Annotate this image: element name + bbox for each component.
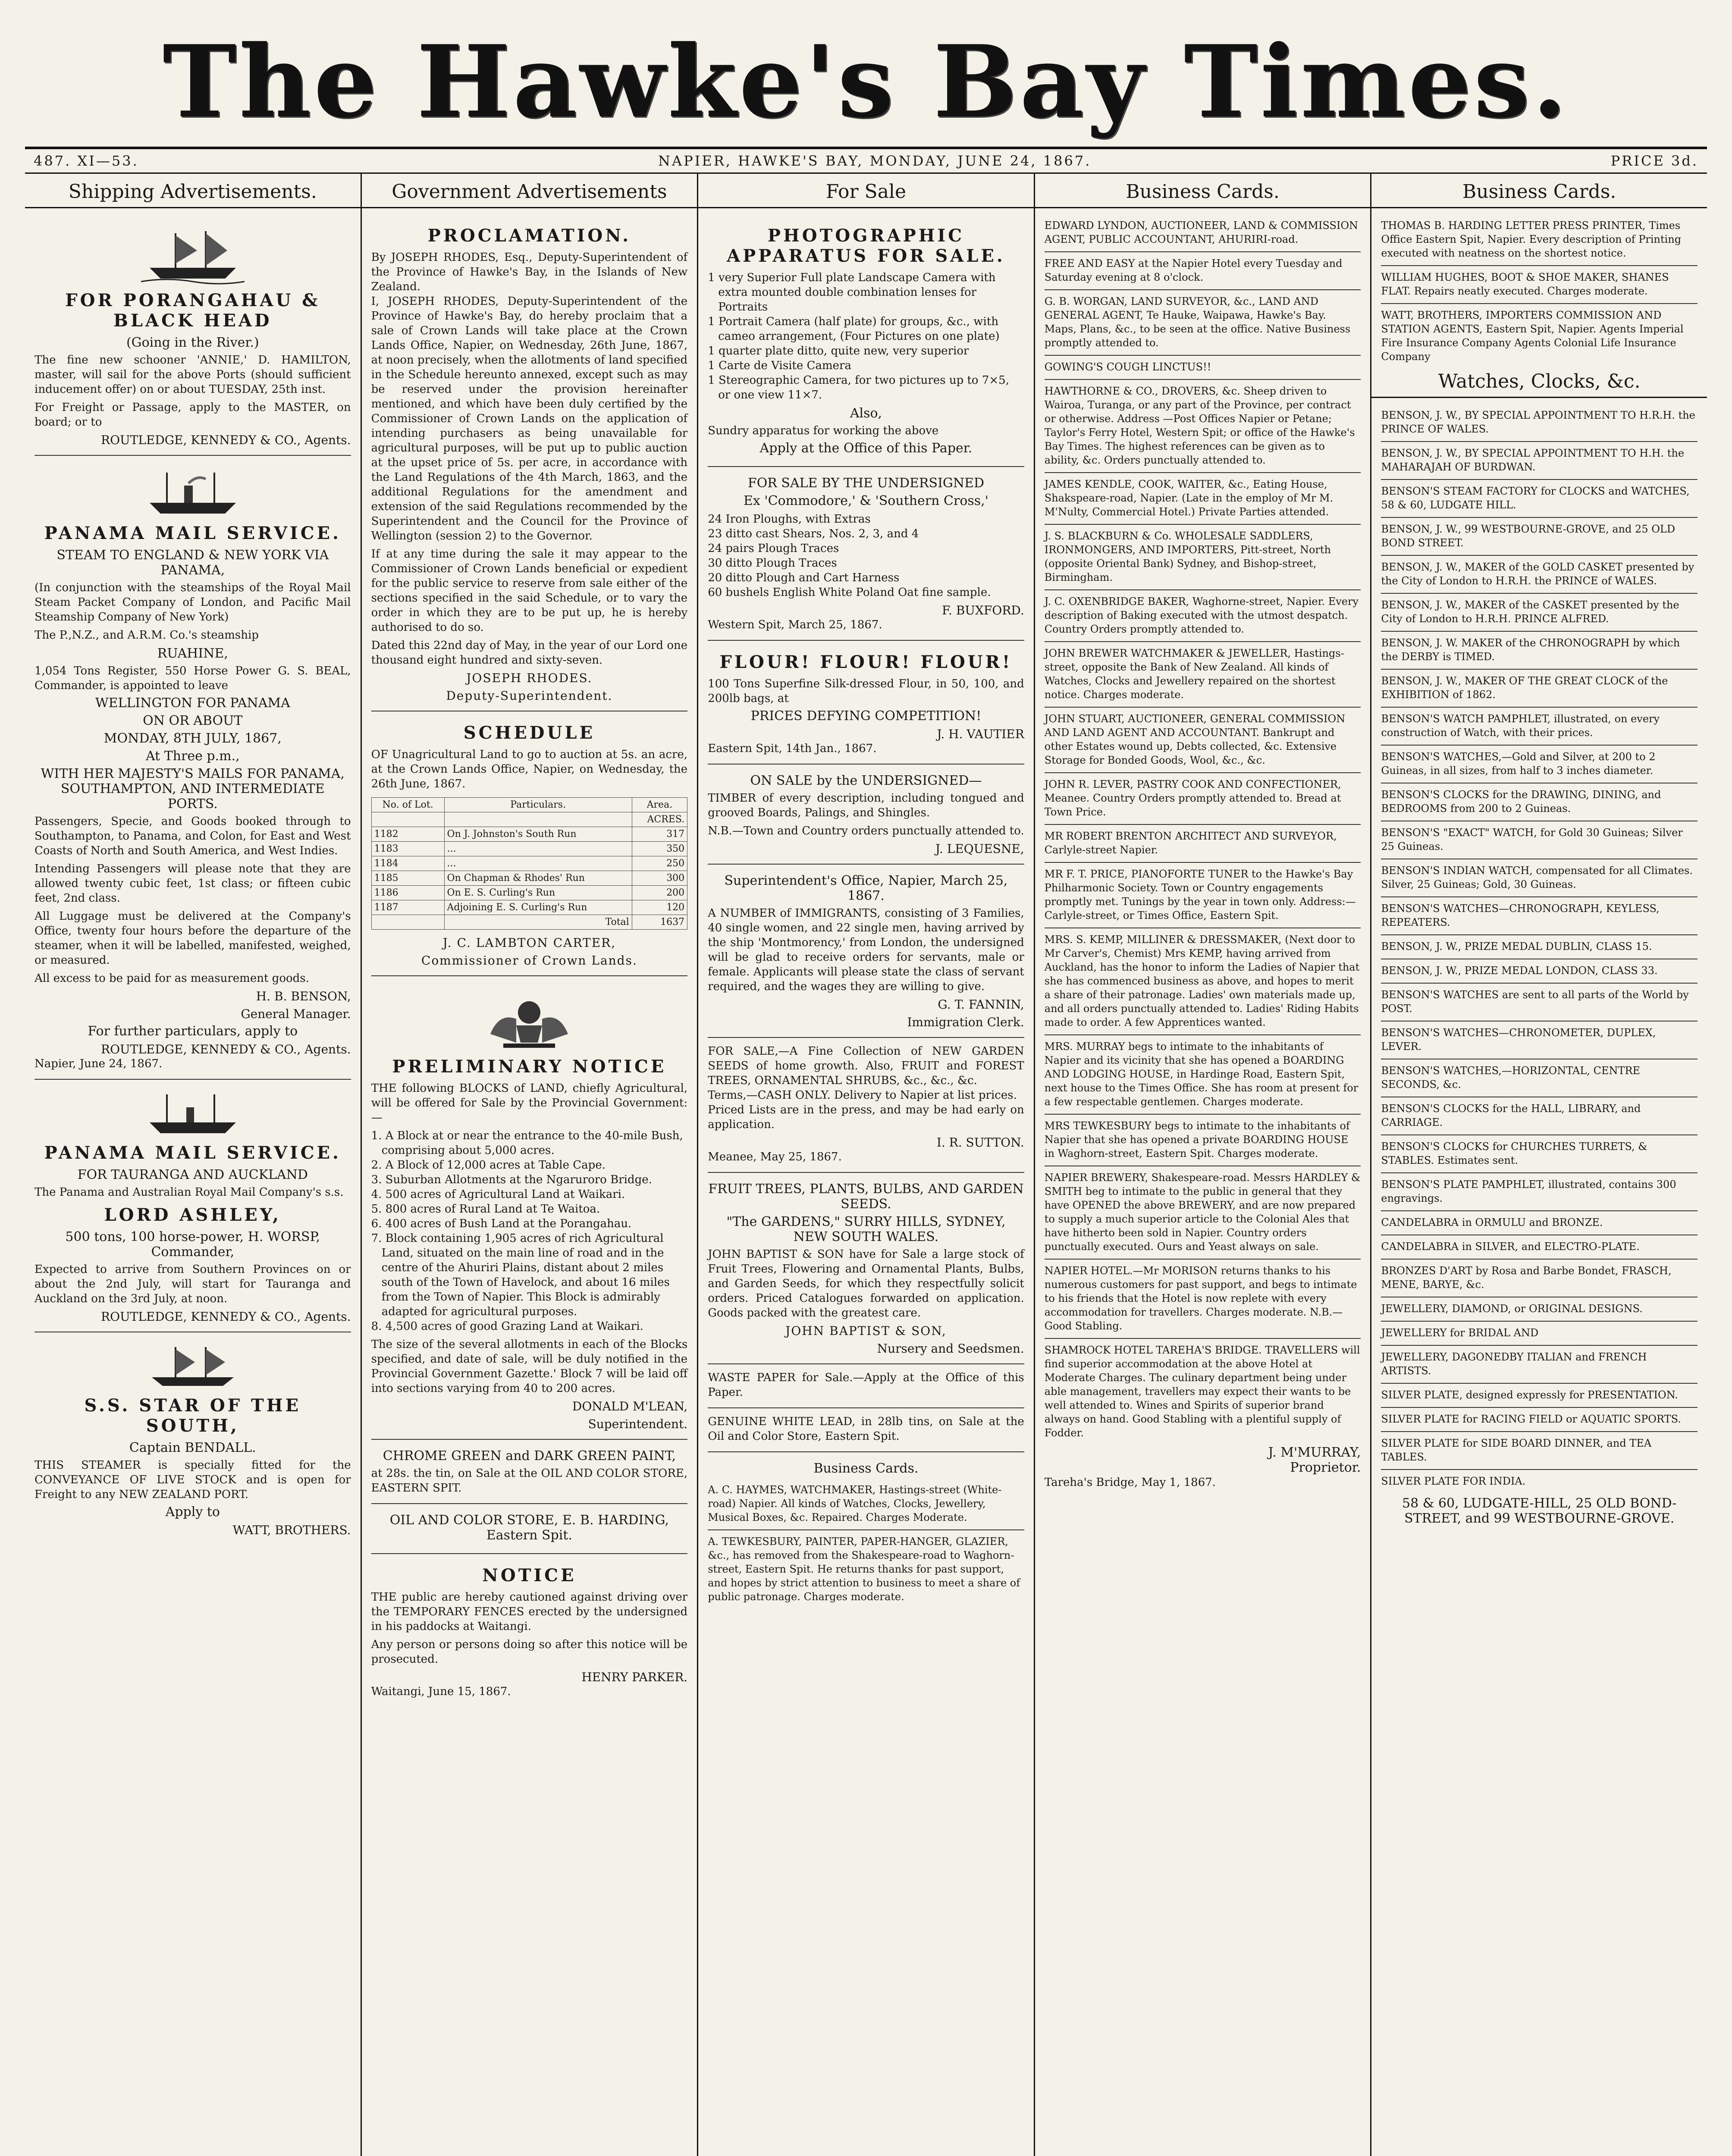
ad-fruit-trees [708, 1173, 1024, 1364]
business-card: JEWELLERY, DIAMOND, or ORIGINAL DESIGNS. [1381, 1297, 1697, 1322]
ad-body: 100 Tons Superfine Silk-dressed Flour, in 50, 100, and 200lb bags, at [708, 677, 1024, 705]
table-cell-lot: 1185 [371, 871, 444, 886]
royal-crest-icon [464, 987, 594, 1051]
column-government [362, 174, 699, 2156]
price: PRICE 3d. [1610, 153, 1698, 169]
ad-title: FRUIT TREES, PLANTS, BULBS, AND GARDEN SEEDS. [708, 1181, 1024, 1212]
ad-text: I, JOSEPH RHODES, Deputy-Superintendent of the Province of Hawke's Bay, do hereby proclaim that a sale of Crown Lands will take place at the Crown Lands Office, Napier, on Wednesday, 26th June, 1867, at noon precisely, when the allotments of land specified in the Schedule hereunto annexed, except such as may be reserved under the provision hereinafter mentioned, and which have been duly certified by the Commissioner of Crown Lands on the application of intending purchasers as being unavailable for agricultural purposes, will be put up to public auction at the upset price of 5s. per acre, in accordance with the Land Regulations of the 4th March, 1863, and the additional Regulations for the amendment and extension of the said Regulations recommended by the Superintendent and the Council for the Province of Wellington (session 2) to the Governor. [371, 295, 688, 542]
business-card: BENSON, J. W., BY SPECIAL APPOINTMENT TO H.H. the MAHARAJAH OF BURDWAN. [1381, 442, 1697, 480]
ad-title: SCHEDULE [463, 723, 595, 743]
business-card: BENSON, J. W., PRIZE MEDAL LONDON, CLASS 33. [1381, 959, 1697, 984]
ad-text: If at any time during the sale it may appear to the Commissioner of Crown Lands beneficial or expedient for the public service to reserve from sale either of the sections specified in the said Schedule, or to vary the order in which they are to be put up, he is hereby authorised to do so. [371, 548, 688, 634]
list-item: 20 ditto Plough and Cart Harness [708, 571, 900, 584]
ad-signature-title: General Manager. [241, 1007, 351, 1021]
ad-signature: J. M'MURRAY, [1268, 1445, 1361, 1460]
ad-signature: JOHN BAPTIST & SON, [785, 1324, 947, 1338]
business-card: GOWING'S COUGH LINCTUS!! [1045, 356, 1361, 380]
ad-title: S.S. STAR OF THE SOUTH, [84, 1395, 301, 1436]
business-card: MRS. MURRAY begs to intimate to the inhabitants of Napier and its vicinity that she has opened a BOARDING AND LODGING HOUSE, in Hardinge Road, Eastern Spit, next house to the Times Office. She has room at present for a few respectable gentlemen. Charges moderate. [1045, 1035, 1361, 1115]
ad-signature: H. B. BENSON, [256, 989, 351, 1003]
ad-body [371, 1590, 688, 1667]
business-card: BENSON, J. W., 99 WESTBOURNE-GROVE, and 25 OLD BOND STREET. [1381, 518, 1697, 556]
ad-signature: ROUTLEDGE, KENNEDY & CO., Agents. [101, 433, 351, 447]
ad-title: FOR SALE BY THE UNDERSIGNED [747, 476, 985, 491]
ship-name: RUAHINE, [157, 646, 228, 661]
business-card: WATT, BROTHERS, IMPORTERS COMMISSION AND STATION AGENTS, Eastern Spit, Napier. Agents Imperial Fire Insurance Company Agents Colonial Life Insurance Company [1381, 309, 1684, 363]
schedule-rows [371, 812, 687, 915]
business-card: JEWELLERY, DAGONEDBY ITALIAN and FRENCH ARTISTS. [1381, 1346, 1697, 1384]
ad-panama-tauranga [35, 1080, 351, 1332]
business-card: BENSON'S WATCH PAMPHLET, illustrated, on every construction of Watch, with their prices. [1381, 708, 1697, 746]
item-list [708, 270, 1024, 402]
item-list [708, 512, 1024, 600]
ad-signature-title: Superintendent. [588, 1417, 688, 1431]
business-card: EDWARD LYNDON, AUCTIONEER, LAND & COMMISSION AGENT, PUBLIC ACCOUNTANT, AHURIRI-road. [1045, 214, 1361, 252]
table-row [371, 856, 687, 871]
ad-also: Also, [850, 406, 882, 421]
list-item: 8. 4,500 acres of good Grazing Land at Waikari. [371, 1320, 643, 1333]
ad-signature: G. T. FANNIN, [938, 997, 1024, 1012]
ad-chrome-green [371, 1440, 688, 1504]
business-card: BRONZES D'ART by Rosa and Barbe Bondet, FRASCH, MENE, BARYE, &c. [1381, 1260, 1697, 1297]
ad-text: Intending Passengers will please note that they are allowed twenty cubic feet, 1st class; or fifteen cubic feet, 2nd class. [35, 862, 351, 905]
list-item: 1 very Superior Full plate Landscape Camera with extra mounted double combination lenses for Portraits [708, 271, 996, 313]
ad-text: (In conjunction with the steamships of the Royal Mail Steam Packet Company of London, and Pacific Mail Steamship Company of New York) [35, 581, 351, 624]
ad-body: at 28s. the tin, on Sale at the OIL AND COLOR STORE, EASTERN SPIT. [371, 1467, 688, 1495]
volume-number: 487. XI—53. [34, 153, 139, 169]
business-card: J. C. OXENBRIDGE BAKER, Waghorne-street, Napier. Every description of Baking executed with the utmost despatch. Country Orders promptly attended to. [1045, 590, 1361, 642]
table-cell-area: 120 [632, 900, 687, 915]
list-item: 3. Suburban Allotments at the Ngaruroro Bridge. [371, 1173, 652, 1186]
ad-schedule [371, 711, 688, 976]
ad-onabout: ON OR ABOUT [143, 713, 243, 728]
ad-text: N.B.—Town and Country orders punctually attended to. [708, 824, 1024, 837]
ship-icon [145, 1343, 240, 1390]
table-cell-part: ... [444, 856, 632, 871]
ad-apply: Apply at the Office of this Paper. [759, 441, 973, 456]
table-row [371, 827, 687, 842]
list-item: 24 pairs Plough Traces [708, 542, 839, 555]
ad-title: ON SALE by the UNDERSIGNED— [750, 773, 982, 788]
business-card: BENSON'S PLATE PAMPHLET, illustrated, contains 300 engravings. [1381, 1173, 1697, 1211]
schedule-table [371, 797, 688, 930]
business-card: BENSON'S CLOCKS for CHURCHES TURRETS, & STABLES. Estimates sent. [1381, 1135, 1697, 1173]
business-card: BENSON'S "EXACT" WATCH, for Gold 30 Guineas; Silver 25 Guineas. [1381, 821, 1697, 859]
business-card: JOHN R. LEVER, PASTRY COOK AND CONFECTIONER, Meanee. Country Orders promptly attended to. Bread at Town Price. [1045, 773, 1361, 825]
ad-text: The fine new schooner 'ANNIE,' D. HAMILTON, master, will sail for the above Ports (should sufficient inducement offer) on or about TUESDAY, 25th inst. [35, 354, 351, 396]
ad-title: FOR SALE,—A Fine Collection of NEW GARDEN SEEDS of home growth. Also, FRUIT and FOREST TREES, ORNAMENTAL SHRUBS, &c., &c., &c. [708, 1045, 1024, 1087]
ad-signature: J. LEQUESNE, [935, 842, 1024, 856]
ad-signature-title: Immigration Clerk. [907, 1015, 1024, 1029]
dateline [25, 147, 1707, 174]
list-item: 1. A Block at or near the entrance to the 40-mile Bush, comprising about 5,000 acres. [371, 1129, 683, 1157]
ad-body: GENUINE WHITE LEAD, in 28lb tins, on Sale at the Oil and Color Store, Eastern Spit. [708, 1415, 1024, 1443]
columns [25, 174, 1707, 2156]
ad-signature: ROUTLEDGE, KENNEDY & CO., Agents. [101, 1310, 351, 1324]
ad-notice-fences [371, 1554, 688, 1707]
ad-body [35, 580, 351, 642]
ad-text: All Luggage must be delivered at the Company's Office, twenty four hours before the departure of the steamer, when it will be labelled, manifested, weighed, or measured. [35, 910, 351, 967]
list-item: 2. A Block of 12,000 acres at Table Cape. [371, 1159, 606, 1172]
business-card: FREE AND EASY at the Napier Hotel every Tuesday and Saturday evening at 8 o'clock. [1045, 252, 1361, 290]
ad-signature: JOSEPH RHODES. [466, 671, 593, 685]
list-item: 4. 500 acres of Agricultural Land at Waikari. [371, 1188, 625, 1201]
ad-route: STEAM TO ENGLAND & NEW YORK VIA PANAMA, [56, 548, 329, 578]
ad-dated: Eastern Spit, 14th Jan., 1867. [708, 742, 877, 755]
business-card: A. TEWKESBURY, PAINTER, PAPER-HANGER, GLAZIER, &c., has removed from the Shakespeare-road to Waghorn-street, Eastern Spit. He returns thanks for past support, and hopes by strict attention to business to meet a share of public patronage. Charges moderate. [708, 1536, 1020, 1603]
table-total: 1637 [632, 915, 687, 930]
column-heading: Business Cards. [1371, 179, 1707, 208]
ad-intro: The Panama and Australian Royal Mail Company's s.s. [35, 1186, 344, 1199]
table-cell-lot: 1186 [371, 886, 444, 900]
ad-body: Priced Lists are in the press, and may be had early on application. [708, 1103, 1024, 1131]
ad-body: WASTE PAPER for Sale.—Apply at the Office of this Paper. [708, 1371, 1024, 1399]
business-card: BENSON, J. W., MAKER OF THE GREAT CLOCK of the EXHIBITION of 1862. [1381, 670, 1697, 708]
ad-title: FLOUR! FLOUR! FLOUR! [719, 652, 1013, 672]
ad-white-lead [708, 1408, 1024, 1452]
business-card: MR F. T. PRICE, PIANOFORTE TUNER to the Hawke's Bay Philharmonic Society. Town or Country engagements promptly met. Tunings by the year in town only. Address:—Carlyle-street, or Times Office, Eastern Spit. [1045, 863, 1361, 928]
ad-body [35, 353, 351, 429]
ad-signature: I. R. SUTTON. [936, 1135, 1024, 1150]
section-heading: Business Cards. [813, 1461, 919, 1476]
business-card: J. S. BLACKBURN & Co. WHOLESALE SADDLERS, IRONMONGERS, AND IMPORTERS, Pitt-street, North (opposite Oriental Bank) Sydney, and Bishop-street, Birmingham. [1045, 525, 1361, 590]
column-business-watches [1371, 174, 1707, 2156]
ad-tonnage: 1,054 Tons Register, 550 Horse Power G. S. BEAL, Commander, is appointed to leave [35, 664, 351, 692]
ad-body [708, 791, 1024, 838]
table-header: No. of Lot. [371, 798, 444, 812]
ad-dated: Meanee, May 25, 1867. [708, 1150, 842, 1163]
ad-body [371, 294, 688, 667]
place-date: NAPIER, HAWKE'S BAY, MONDAY, JUNE 24, 1867. [658, 153, 1092, 169]
business-card: JAMES KENDLE, COOK, WAITER, &c., Eating House, Shakspeare-road, Napier. (Late in the employ of Mr M. M'Nulty, Commercial Hotel.) Private Parties attended. [1045, 473, 1361, 525]
table-cell-part: Adjoining E. S. Curling's Run [444, 900, 632, 915]
table-cell-lot: 1183 [371, 842, 444, 856]
ad-signature: F. BUXFORD. [941, 603, 1024, 617]
table-row [371, 886, 687, 900]
business-card: BENSON, J. W., BY SPECIAL APPOINTMENT TO H.R.H. the PRINCE OF WALES. [1381, 404, 1697, 442]
business-card: BENSON'S WATCHES are sent to all parts of the World by POST. [1381, 984, 1697, 1022]
ad-body: THIS STEAMER is specially fitted for the CONVEYANCE OF LIVE STOCK and is open for Freight to any NEW ZEALAND PORT. [35, 1459, 351, 1501]
ad-preliminary-notice [371, 976, 688, 1440]
table-cell-part: ... [444, 842, 632, 856]
ad-body: A NUMBER of IMMIGRANTS, consisting of 3 Families, 40 single women, and 22 single men, having arrived by the ship 'Montmorency,' from London, the undersigned will be glad to receive orders for servants, male or female. Applicants will please state the class of servant required, and the wages they are willing to give. [708, 907, 1024, 993]
table-cell-area: 300 [632, 871, 687, 886]
ad-oil-color [371, 1504, 688, 1554]
ad-signature: J. H. VAUTIER [937, 727, 1024, 741]
business-card: HAWTHORNE & CO., DROVERS, &c. Sheep driven to Wairoa, Turanga, or any part of the Province, per contract or otherwise. Address —Post Offices Napier or Petane; Taylor's Ferry Hotel, Western Spit; or office of the Hawke's Bay Times. The highest references can be given as to ability, &c. Orders punctually attended to. [1045, 380, 1361, 473]
ad-text: The P.,N.Z., and A.R.M. Co.'s steamship [35, 629, 259, 642]
ad-time: At Three p.m., [145, 749, 240, 764]
list-item: 5. 800 acres of Rural Land at Te Waitoa. [371, 1203, 600, 1216]
business-card: SHAMROCK HOTEL TAREHA'S BRIDGE. TRAVELLERS will find superior accommodation at the above Hotel at Moderate Charges. The culinary department being under able management, travellers may expect their wants to be well attended to. Wines and Spirits of superior brand always on hand. Good Stabling with a plentiful supply of Fodder. [1044, 1344, 1360, 1439]
business-card: BENSON'S INDIAN WATCH, compensated for all Climates. Silver, 25 Guineas; Gold, 30 Guineas. [1381, 859, 1697, 897]
business-card: NAPIER HOTEL.—Mr MORISON returns thanks to his numerous customers for past support, and begs to intimate to his friends that the Hotel is now replete with every accommodation for travellers. Charges moderate. N.B.—Good Stabling. [1045, 1260, 1361, 1339]
business-card: MRS TEWKESBURY begs to intimate to the inhabitants of Napier that she has opened a private BOARDING HOUSE in Waghorn-street, Eastern Spit. Charges moderate. [1045, 1115, 1361, 1166]
ad-signature: WATT, BROTHERS. [232, 1523, 351, 1537]
ad-text: Passengers, Specie, and Goods booked through to Southampton, to Panama, and Colon, for East and West Coasts of North and South America, and West Indies. [35, 815, 351, 857]
list-item: 60 bushels English White Poland Oat fine sample. [708, 586, 991, 599]
column-heading: Shipping Advertisements. [25, 179, 361, 208]
table-cell-area: 350 [632, 842, 687, 856]
ad-panama-mail [35, 456, 351, 1080]
ad-signature-title: Deputy-Superintendent. [446, 689, 613, 703]
ad-signature-title: Commissioner of Crown Lands. [421, 953, 637, 968]
ad-destination: WELLINGTON FOR PANAMA [95, 696, 290, 711]
ad-body: OF Unagricultural Land to go to auction at 5s. an acre, at the Crown Lands Office, Napier, on Wednesday, the 26th June, 1867. [371, 748, 688, 790]
ad-flour [708, 641, 1024, 765]
ad-title: PANAMA MAIL SERVICE. [44, 523, 341, 543]
business-card: BENSON'S WATCHES,—HORIZONTAL, CENTRE SECONDS, &c. [1381, 1059, 1697, 1097]
ad-captain: Captain BENDALL. [129, 1440, 256, 1455]
ad-sundry: Sundry apparatus for working the above [708, 424, 939, 437]
ad-prices: PRICES DEFYING COMPETITION! [750, 708, 982, 724]
business-card: NAPIER BREWERY, Shakespeare-road. Messrs HARDLEY & SMITH beg to intimate to the public in general that they have OPENED the above BREWERY, and are now prepared to supply a much superior article to the Colonial Ales that have hitherto been sold in Napier. Country orders punctually executed. Ours and Yeast always on sale. [1045, 1166, 1361, 1260]
ad-title: PRELIMINARY NOTICE [392, 1056, 667, 1077]
ad-body: THE following BLOCKS of LAND, chiefly Agricultural, will be offered for Sale by the Provincial Government:— [371, 1082, 688, 1124]
table-row [371, 900, 687, 915]
ad-garden-seeds [708, 1038, 1024, 1173]
ad-further: For further particulars, apply to [88, 1024, 298, 1039]
ad-terms: Terms,—CASH ONLY. Delivery to Napier at list prices. [708, 1089, 1017, 1102]
business-card: JOHN BREWER WATCHMAKER & JEWELLER, Hastings-street, opposite the Bank of New Zealand. All kinds of Watches, Clocks and Jewellery repaired on the shortest notice. Charges moderate. [1045, 642, 1361, 708]
list-item: 6. 400 acres of Bush Land at the Porangahau. [371, 1217, 632, 1230]
table-row [371, 842, 687, 856]
ad-title: PANAMA MAIL SERVICE. [44, 1143, 341, 1163]
business-card: BENSON, J. W., MAKER of the GOLD CASKET presented by the City of London to H.R.H. the PRINCE of WALES. [1381, 556, 1697, 594]
ad-ploughs [708, 467, 1024, 641]
business-card: BENSON'S WATCHES—CHRONOMETER, DUPLEX, LEVER. [1381, 1022, 1697, 1059]
business-card: BENSON'S WATCHES,—Gold and Silver, at 200 to 2 Guineas, in all sizes, from half to 3 inches diameter. [1381, 746, 1697, 783]
list-item: 1 Carte de Visite Camera [708, 359, 851, 372]
table-total-label: Total [444, 915, 632, 930]
ad-signature: HENRY PARKER. [581, 1670, 688, 1684]
column-for-sale [698, 174, 1035, 2156]
ad-title: OIL AND COLOR STORE, E. B. HARDING, Eastern Spit. [389, 1513, 669, 1543]
business-card: CANDELABRA in ORMULU and BRONZE. [1381, 1211, 1697, 1235]
ad-star-of-south [35, 1332, 351, 1545]
ad-porangahau [35, 214, 351, 456]
ad-apply: Apply to [165, 1504, 220, 1520]
ad-ex-ships: Ex 'Commodore,' & 'Southern Cross,' [744, 493, 988, 508]
business-card: BENSON, J. W., MAKER of the CASKET presented by the City of London to H.R.H. PRINCE ALFRED. [1381, 594, 1697, 632]
list-item: 24 Iron Ploughs, with Extras [708, 513, 871, 526]
ad-title: NOTICE [482, 1565, 577, 1586]
table-header: Area. [632, 798, 687, 812]
ad-text: TIMBER of every description, including tongued and grooved Boards, Palings, and Shingles. [708, 792, 1024, 819]
list-item: 1 Portrait Camera (half plate) for groups, &c., with cameo arrangement, (Four Pictures on one plate) [708, 315, 1000, 343]
table-cell-area: 317 [632, 827, 687, 842]
ad-signature-title: Proprietor. [1290, 1460, 1361, 1475]
steamship-icon [141, 1090, 245, 1138]
business-card: BENSON'S CLOCKS for the HALL, LIBRARY, and CARRIAGE. [1381, 1097, 1697, 1135]
ad-dated: Tareha's Bridge, May 1, 1867. [1044, 1476, 1216, 1489]
steamship-icon [141, 466, 245, 518]
land-list [371, 1128, 688, 1334]
business-card-list [1381, 214, 1697, 369]
ad-photographic [708, 214, 1024, 467]
list-item: 1 Stereographic Camera, for two pictures up to 7×5, or one view 11×7. [708, 374, 1009, 401]
ad-text: For Freight or Passage, apply to the MASTER, on board; or to [35, 401, 351, 429]
ad-signature: J. C. LAMBTON CARTER, [442, 936, 616, 950]
ad-title: FOR PORANGAHAU & BLACK HEAD [65, 290, 320, 331]
business-card: BENSON'S STEAM FACTORY for CLOCKS and WATCHES, 58 & 60, LUDGATE HILL. [1381, 480, 1697, 518]
business-card-list [1045, 214, 1361, 1445]
column-business-cards [1035, 174, 1372, 2156]
table-row [371, 871, 687, 886]
ad-title: PROCLAMATION. [427, 226, 631, 246]
business-card: JEWELLERY for BRIDAL AND [1381, 1322, 1697, 1346]
list-item: 23 ditto cast Shears, Nos. 2, 3, and 4 [708, 527, 919, 540]
business-card: BENSON, J. W., PRIZE MEDAL DUBLIN, CLASS 15. [1381, 935, 1697, 959]
watches-list [1381, 404, 1697, 1493]
ad-immigrants [708, 865, 1024, 1038]
business-card: CANDELABRA in SILVER, and ELECTRO-PLATE. [1381, 1235, 1697, 1260]
ad-text: Dated this 22nd day of May, in the year of our Lord one thousand eight hundred and sixty-seven. [371, 639, 688, 667]
table-cell-lot: 1187 [371, 900, 444, 915]
ad-body: Expected to arrive from Southern Provinces on or about the 2nd July, will start for Tauranga and Auckland on the 3rd July, at noon. [35, 1263, 351, 1305]
ad-agents: ROUTLEDGE, KENNEDY & CO., Agents. [101, 1042, 351, 1056]
ad-office: Superintendent's Office, Napier, March 25, 1867. [724, 873, 1008, 903]
ad-text: Any person or persons doing so after this notice will be prosecuted. [371, 1638, 688, 1666]
ad-signature-title: Nursery and Seedsmen. [877, 1341, 1024, 1356]
column-shipping [25, 174, 362, 2156]
business-card: BENSON'S WATCHES—CHRONOGRAPH, KEYLESS, REPEATERS. [1381, 897, 1697, 935]
business-card: JOHN STUART, AUCTIONEER, GENERAL COMMISSION AND LAND AGENT AND ACCOUNTANT. Bankrupt and other Estates wound up, Debts collected, &c. Extensive Storage for Bonded Goods, Wool, &c., &c. [1045, 708, 1361, 773]
business-card: SILVER PLATE, designed expressly for PRESENTATION. [1381, 1384, 1697, 1408]
table-cell-lot: 1184 [371, 856, 444, 871]
ad-dated: Western Spit, March 25, 1867. [708, 618, 882, 631]
business-card: MRS. S. KEMP, MILLINER & DRESSMAKER, (Next door to Mr Carver's, Chemist) Mrs KEMP, having arrived from Auckland, has the honor to inform the Ladies of Napier that she has commenced business as above, and hopes to merit a share of their patronage. Ladies' own materials made up, and all orders punctually attended to. Ladies' Riding Habits made to order. A few Apprentices wanted. [1045, 928, 1361, 1035]
business-card: THOMAS B. HARDING LETTER PRESS PRINTER, Times Office Eastern Spit, Napier. Every description of Printing executed with neatness on the shortest notice. [1381, 214, 1697, 266]
ad-title: CHROME GREEN and DARK GREEN PAINT, [383, 1448, 676, 1463]
column-heading: For Sale [698, 179, 1034, 208]
ad-by: By JOSEPH RHODES, Esq., Deputy-Superintendent of the Province of Hawke's Bay, in the Islands of New Zealand. [371, 251, 688, 293]
business-card: MR ROBERT BRENTON ARCHITECT AND SURVEYOR, Carlyle-street Napier. [1045, 825, 1361, 863]
ad-title: PHOTOGRAPHIC APPARATUS FOR SALE. [727, 226, 1005, 266]
column-heading: Business Cards. [1035, 179, 1371, 208]
section-heading: Watches, Clocks, &c. [1371, 369, 1707, 398]
business-card: SILVER PLATE for RACING FIELD or AQUATIC SPORTS. [1381, 1408, 1697, 1432]
business-card: WILLIAM HUGHES, BOOT & SHOE MAKER, SHANES FLAT. Repairs neatly executed. Charges moderate. [1381, 266, 1697, 304]
ad-body: The size of the several allotments in each of the Blocks specified, and date of sale, will be duly notified in the Provincial Government Gazette.' Block 7 will be laid off into sections varying from 40 to 200 acres. [371, 1338, 688, 1395]
table-unit: ACRES. [632, 812, 687, 827]
table-cell-part: On Chapman & Rhodes' Run [444, 871, 632, 886]
ad-business-cards [708, 1452, 1024, 1617]
business-card: G. B. WORGAN, LAND SURVEYOR, &c., LAND AND GENERAL AGENT, Te Hauke, Waipawa, Hawke's Bay. Maps, Plans, &c., to be seen at the office. Native Business promptly attended to. [1045, 290, 1361, 356]
table-cell-lot: 1182 [371, 827, 444, 842]
ad-signature: DONALD M'LEAN, [572, 1399, 688, 1413]
business-card: SILVER PLATE FOR INDIA. [1381, 1475, 1526, 1487]
list-item: 7. Block containing 1,905 acres of rich Agricultural Land, situated on the main line of road and in the centre of the Ahuriri Plains, distant about 2 miles south of the Town of Havelock, and about 16 miles from the Town of Napier. This Block is admirably adapted for agricultural purposes. [371, 1232, 670, 1318]
list-item: 1 quarter plate ditto, quite new, very superior [708, 345, 969, 357]
business-card: BENSON'S CLOCKS for the DRAWING, DINING, and BEDROOMS from 200 to 2 Guineas. [1381, 783, 1697, 821]
address-footer: 58 & 60, LUDGATE-HILL, 25 OLD BOND-STREET, and 99 WESTBOURNE-GROVE. [1402, 1496, 1677, 1526]
list-item: 30 ditto Plough Traces [708, 557, 837, 570]
ad-timber [708, 765, 1024, 865]
ad-subtitle: (Going in the River.) [126, 335, 259, 350]
ad-body: JOHN BAPTIST & SON have for Sale a large stock of Fruit Trees, Flowering and Ornamental Plants, Bulbs, and Garden Seeds, for which they respectfully solicit orders. Priced Catalogues forwarded on application. Goods packed with the greatest care. [708, 1248, 1024, 1319]
ad-waste-paper [708, 1364, 1024, 1408]
ad-tonnage: 500 tons, 100 horse-power, H. WORSP, Commander, [65, 1229, 320, 1260]
business-card: BENSON, J. W. MAKER of the CHRONOGRAPH by which the DERBY is TIMED. [1381, 632, 1697, 670]
business-card: SILVER PLATE for SIDE BOARD DINNER, and TEA TABLES. [1381, 1432, 1697, 1470]
ad-text: All excess to be paid for as measurement goods. [35, 972, 309, 985]
business-card: A. C. HAYMES, WATCHMAKER, Hastings-street (White-road) Napier. All kinds of Watches, Clocks, Jewellery, Musical Boxes, &c. Repaired. Charges Moderate. [708, 1479, 1024, 1530]
ad-body [35, 814, 351, 986]
table-cell-area: 250 [632, 856, 687, 871]
ad-proclamation [371, 214, 688, 711]
newspaper-page [25, 17, 1707, 2156]
column-heading: Government Advertisements [362, 179, 697, 208]
table-cell-area: 200 [632, 886, 687, 900]
ad-place: "The GARDENS," SURRY HILLS, SYDNEY, NEW SOUTH WALES. [726, 1214, 1006, 1244]
ad-mails: WITH HER MAJESTY'S MAILS FOR PANAMA, SOUTHAMPTON, AND INTERMEDIATE PORTS. [41, 766, 345, 812]
table-cell-part: On E. S. Curling's Run [444, 886, 632, 900]
table-header: Particulars. [444, 798, 632, 812]
ad-date: MONDAY, 8TH JULY, 1867, [104, 731, 282, 746]
ad-route: FOR TAURANGA AND AUCKLAND [77, 1167, 308, 1182]
ad-dated: Napier, June 24, 1867. [35, 1057, 163, 1070]
ship-icon [141, 225, 245, 285]
ad-dated: Waitangi, June 15, 1867. [371, 1685, 511, 1698]
masthead-title: The Hawke's Bay Times. [163, 24, 1569, 140]
table-cell-part: On J. Johnston's South Run [444, 827, 632, 842]
ad-text: THE public are hereby cautioned against driving over the TEMPORARY FENCES erected by the undersigned in his paddocks at Waitangi. [371, 1591, 688, 1633]
ship-name: LORD ASHLEY, [104, 1205, 282, 1225]
